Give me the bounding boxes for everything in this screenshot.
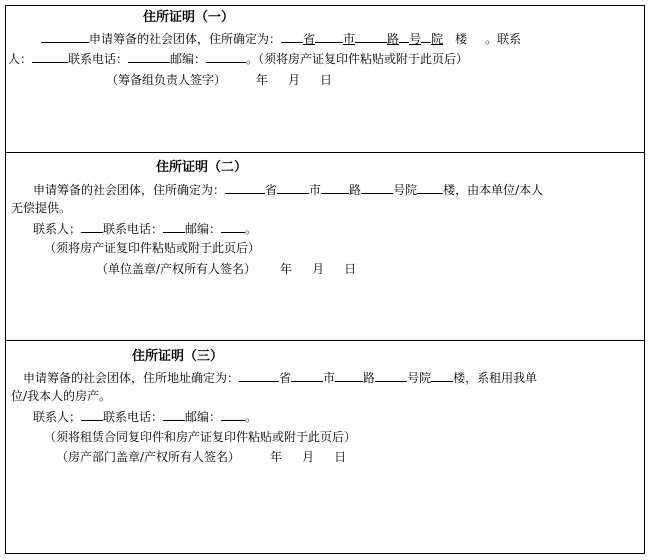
province-blank[interactable] [239,370,279,382]
yard-blank[interactable] [421,31,431,43]
section-title: 住所证明（一） [143,10,235,25]
postcode-blank[interactable] [221,221,245,233]
postcode-blank[interactable] [221,409,245,421]
phone-blank[interactable] [163,221,185,233]
city-blank[interactable] [315,31,343,43]
provider-line: 无偿提供。 [11,201,72,215]
number-blank[interactable] [399,31,409,43]
building-blank[interactable] [431,370,453,382]
org-name-blank[interactable] [41,31,89,43]
phone-blank[interactable] [163,409,185,421]
contact-person-blank[interactable] [32,51,68,63]
contact-line: 人： 联系电话： 邮编： 。（须将房产证复印件粘贴或附于此页后） [8,52,469,66]
attachment-note: （须将房产证复印件粘贴或附于此页后） [44,241,261,255]
number-blank[interactable] [375,370,407,382]
contact-person-blank[interactable] [81,221,103,233]
province-blank[interactable] [281,31,303,43]
address-line: 申请筹备的社会团体，住所确定为： 省 市 路 号 院 楼 。联系 [41,31,521,47]
province-blank[interactable] [225,182,265,194]
signature-line: （房产部门盖章/产权所有人签名） 年 月 日 [56,450,347,464]
signature-line: （单位盖章/产权所有人签名） 年 月 日 [96,262,357,276]
road-blank[interactable] [355,31,387,43]
signature-line: （筹备组负责人签字） 年 月 日 [106,73,333,87]
address-line: 申请筹备的社会团体，住所地址确定为： 省 市 路 号院 楼，系租用我单 [23,371,538,385]
section-title: 住所证明（三） [132,349,224,364]
number-blank[interactable] [361,182,393,194]
property-line: 位/我本人的房产。 [11,389,112,403]
section-certificate-2 [6,153,644,341]
postcode-blank[interactable] [206,51,246,63]
attachment-note: （须将租赁合同复印件和房产证复印件粘贴或附于此页后） [44,430,357,444]
address-line: 申请筹备的社会团体，住所确定为： 省 市 路 号院 楼，由本单位/本人 [33,183,544,197]
road-blank[interactable] [321,182,349,194]
phone-blank[interactable] [128,51,170,63]
building-blank[interactable] [417,182,443,194]
city-blank[interactable] [291,370,323,382]
contact-line: 联系人； 联系电话： 邮编： 。 [33,410,258,424]
section-title: 住所证明（二） [156,160,248,175]
road-blank[interactable] [335,370,363,382]
city-blank[interactable] [277,182,309,194]
contact-line: 联系人； 联系电话： 邮编： 。 [33,222,258,236]
section-certificate-3 [6,341,644,553]
section-certificate-1 [6,6,644,153]
contact-person-blank[interactable] [81,409,103,421]
certificate-form [5,5,645,554]
